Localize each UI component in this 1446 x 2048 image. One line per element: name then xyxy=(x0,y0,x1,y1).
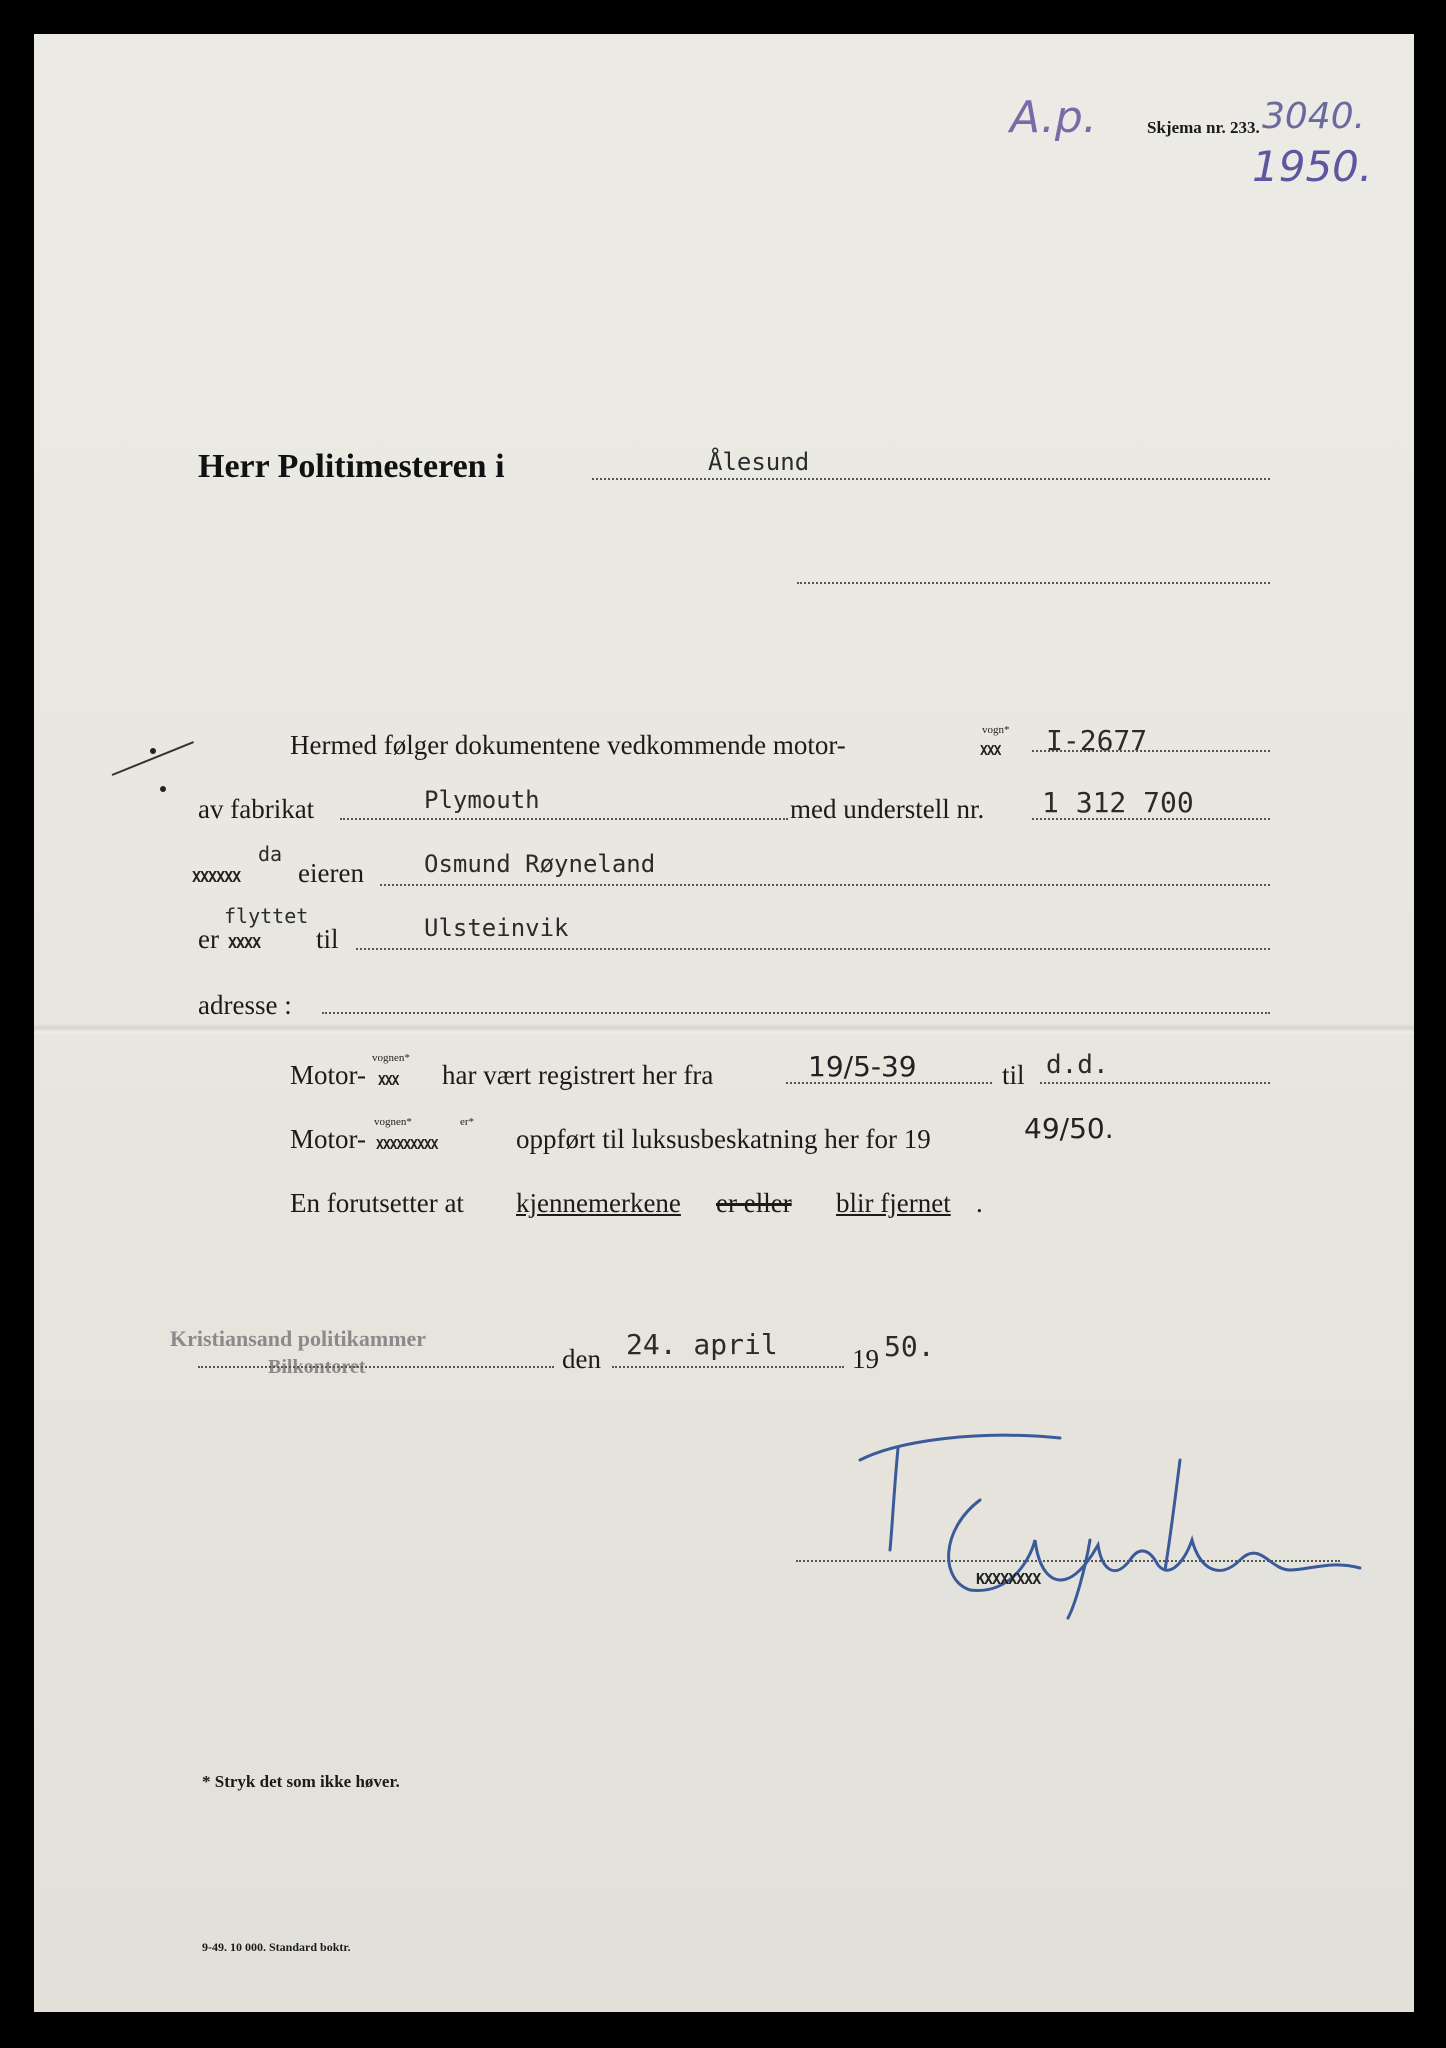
fabrikat-value: Plymouth xyxy=(424,786,540,814)
owner-line xyxy=(380,884,1270,886)
footnote: * Stryk det som ikke høver. xyxy=(202,1772,400,1791)
moved-struck: XXXX xyxy=(228,934,261,952)
moved-er-label: er xyxy=(198,924,219,954)
intro-line xyxy=(1032,750,1270,752)
intro-sup: vogn* xyxy=(982,724,1010,736)
signature-struck-title: KXXXXXXX xyxy=(976,1570,1041,1588)
document-page xyxy=(34,34,1414,2012)
place-line xyxy=(198,1366,554,1368)
fabrikat-line xyxy=(340,818,788,820)
adresse-label: adresse : xyxy=(198,990,292,1020)
addressee-line-2 xyxy=(797,582,1270,584)
intro-struck: XXX xyxy=(980,744,1001,759)
adresse-line xyxy=(322,1012,1270,1014)
registration-struck: XXX xyxy=(378,1074,399,1089)
owner-value: Osmund Røyneland xyxy=(424,850,656,878)
margin-dot xyxy=(160,786,166,792)
fold-line xyxy=(34,1024,1414,1036)
luxury-prefix: Motor- xyxy=(290,1124,366,1154)
addressee-line xyxy=(592,478,1270,480)
plates-underlined2: blir fjernet xyxy=(836,1188,951,1218)
archive-year: 1950. xyxy=(1252,142,1373,191)
stamp-line2: Bilkontoret xyxy=(268,1356,366,1378)
registration-from-line xyxy=(786,1082,992,1084)
signature-scribble xyxy=(840,1420,1370,1620)
addressee-label: Herr Politimesteren i xyxy=(198,448,505,485)
owner-struck: XXXXXX xyxy=(192,868,241,886)
intro-reg-no: I-2677 xyxy=(1046,724,1148,757)
date-value: 24. april xyxy=(626,1328,778,1361)
luxury-sup2: er* xyxy=(460,1116,475,1128)
chassis-value: 1 312 700 xyxy=(1042,786,1194,819)
archive-mark-letters: A.p. xyxy=(1010,92,1097,143)
owner-typed-over: da xyxy=(258,842,283,866)
year-prefix: 19 xyxy=(852,1344,879,1374)
moved-typed-over: flyttet xyxy=(224,904,309,928)
printer-line: 9-49. 10 000. Standard boktr. xyxy=(202,1940,351,1954)
chassis-line xyxy=(1032,818,1270,820)
registration-til-line xyxy=(1040,1082,1270,1084)
owner-label: eieren xyxy=(298,858,364,888)
plates-underlined1: kjennemerkene xyxy=(516,1188,681,1218)
fabrikat-label: av fabrikat xyxy=(198,794,315,824)
moved-til-label: til xyxy=(316,924,339,954)
luxury-year: 49/50. xyxy=(1024,1112,1114,1145)
moved-line xyxy=(356,948,1270,950)
date-line xyxy=(612,1366,844,1368)
form-number-label: Skjema nr. 233. xyxy=(1147,118,1260,137)
moved-value: Ulsteinvik xyxy=(424,914,569,942)
stamp-line1: Kristiansand politikammer xyxy=(170,1326,427,1351)
plates-struck-words: er eller xyxy=(716,1188,792,1218)
intro-text: Hermed følger dokumentene vedkommende motor- xyxy=(290,730,846,760)
registration-prefix: Motor- xyxy=(290,1060,366,1090)
registration-from: 19/5-39 xyxy=(808,1050,917,1083)
luxury-text: oppført til luksusbeskatning her for 19 xyxy=(516,1124,931,1154)
registration-sup: vognen* xyxy=(372,1052,410,1064)
luxury-struck: XXXXXXXXX xyxy=(376,1138,438,1153)
chassis-label: med understell nr. xyxy=(790,794,985,824)
registration-text: har vært registrert her fra xyxy=(442,1060,714,1090)
archive-number: 3040. xyxy=(1262,96,1366,137)
addressee-value: Ålesund xyxy=(708,448,810,476)
plates-end: . xyxy=(976,1188,983,1218)
margin-dot xyxy=(150,748,156,754)
registration-til-label: til xyxy=(1002,1060,1025,1090)
registration-til-value: d.d. xyxy=(1046,1050,1109,1080)
year-suffix: 50. xyxy=(884,1330,935,1363)
luxury-sup1: vognen* xyxy=(374,1116,412,1128)
plates-text: En forutsetter at xyxy=(290,1188,464,1218)
den-label: den xyxy=(562,1344,601,1374)
